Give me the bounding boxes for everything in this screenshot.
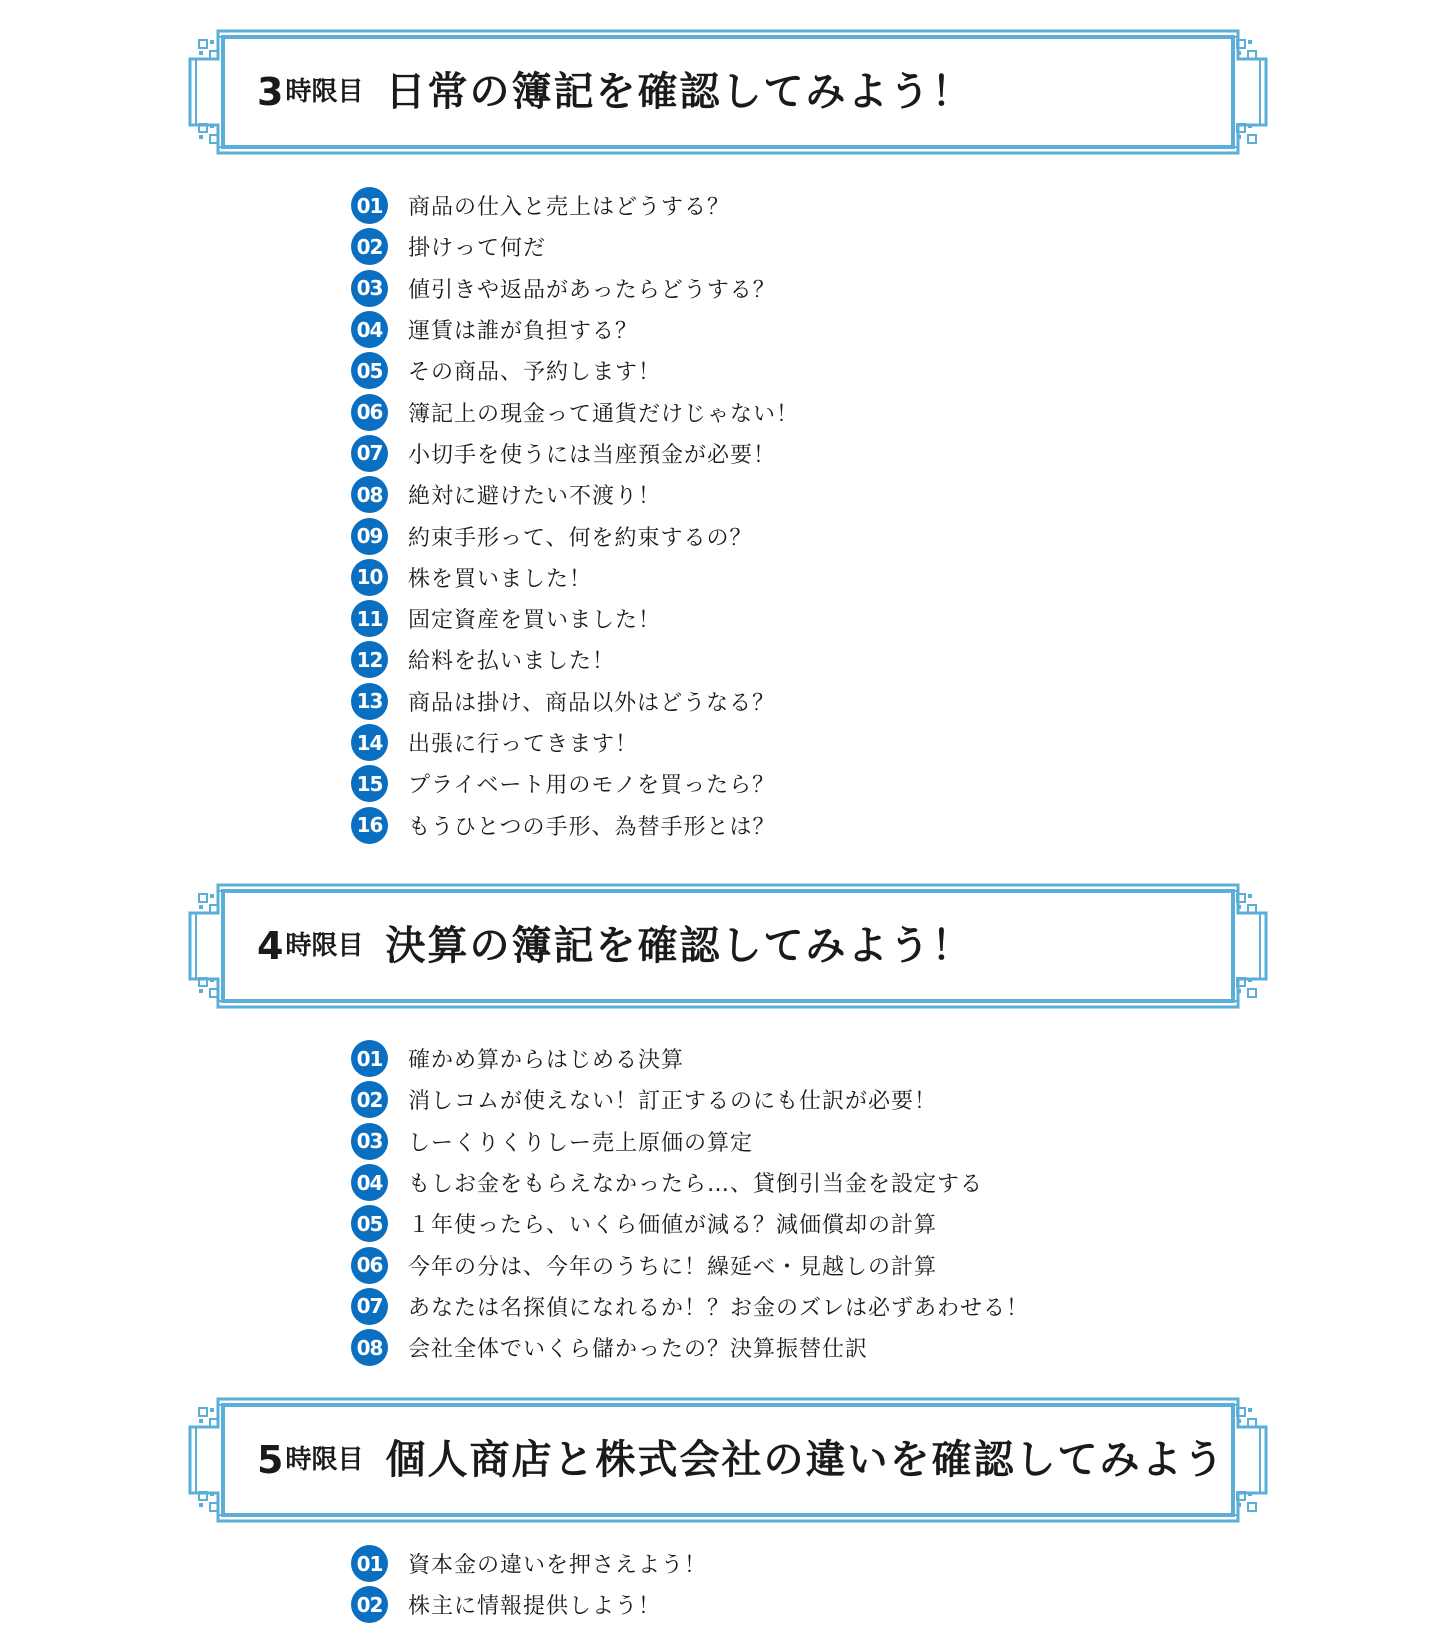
section-heading	[257, 1396, 1225, 1524]
lesson-list	[351, 185, 799, 846]
item-text: 約束手形って、何を約束するの？	[408, 525, 753, 551]
list-item	[351, 350, 799, 391]
list-item	[351, 1327, 1029, 1368]
number-badge: 01	[351, 187, 388, 224]
list-item	[351, 639, 799, 680]
item-text: 固定資産を買いました！	[408, 608, 662, 634]
corner-ornament	[1237, 989, 1241, 993]
number-badge: 03	[351, 1123, 388, 1160]
corner-ornament	[1248, 1503, 1256, 1511]
item-text: 運賃は誰が負担する？	[408, 319, 639, 345]
number-badge: 10	[351, 559, 388, 596]
corner-ornament	[1248, 989, 1256, 997]
corner-ornament	[199, 1503, 203, 1507]
section-banner	[187, 1396, 1269, 1524]
list-item	[351, 309, 799, 350]
list-item	[351, 1038, 1029, 1079]
list-item	[351, 185, 799, 226]
period-number: 5	[257, 1438, 284, 1482]
list-item	[351, 1244, 1029, 1285]
list-item	[351, 391, 799, 432]
list-item	[351, 1079, 1029, 1120]
item-text: しーくりくりしー売上原価の算定	[408, 1130, 754, 1156]
list-item	[351, 681, 799, 722]
number-badge: 14	[351, 724, 388, 761]
section-title: 日常の簿記を確認してみよう！	[385, 69, 974, 115]
corner-ornament	[199, 989, 203, 993]
section-heading	[257, 28, 973, 156]
list-item	[351, 1543, 707, 1584]
item-text: 会社全体でいくら儲かったの？決算振替仕訳	[408, 1337, 869, 1363]
section-banner	[187, 28, 1269, 156]
number-badge: 01	[351, 1545, 388, 1582]
corner-ornament	[1248, 135, 1256, 143]
number-badge: 05	[351, 1205, 388, 1242]
lesson-list	[351, 1543, 707, 1626]
number-badge: 08	[351, 476, 388, 513]
corner-ornament	[1248, 1492, 1252, 1496]
corner-ornament	[1237, 1419, 1241, 1423]
corner-ornament	[1248, 40, 1252, 44]
corner-ornament	[1237, 1503, 1241, 1507]
list-item	[351, 474, 799, 515]
item-text: 今年の分は、今年のうちに！繰延べ・見越しの計算	[408, 1254, 938, 1280]
corner-ornament	[199, 894, 207, 902]
corner-ornament	[1237, 135, 1241, 139]
number-badge: 12	[351, 641, 388, 678]
section-banner	[187, 882, 1269, 1010]
item-text: 簿記上の現金って通貨だけじゃない！	[408, 401, 800, 427]
corner-ornament	[199, 905, 203, 909]
period-label: 時限目	[285, 77, 364, 107]
list-item	[351, 515, 799, 556]
list-item	[351, 557, 799, 598]
section-heading	[257, 882, 973, 1010]
corner-ornament	[210, 40, 214, 44]
item-text: 確かめ算からはじめる決算	[408, 1048, 685, 1074]
list-item	[351, 1162, 1029, 1203]
item-text: プライベート用のモノを買ったら？	[408, 773, 776, 799]
number-badge: 06	[351, 394, 388, 431]
section-title: 個人商店と株式会社の違いを確認してみよう	[385, 1437, 1226, 1483]
corner-ornament	[1248, 124, 1252, 128]
number-badge: 01	[351, 1040, 388, 1077]
corner-ornament	[199, 135, 203, 139]
list-item	[351, 763, 799, 804]
number-badge: 03	[351, 270, 388, 307]
number-badge: 15	[351, 765, 388, 802]
number-badge: 08	[351, 1329, 388, 1366]
list-item	[351, 268, 799, 309]
list-item	[351, 804, 799, 845]
lesson-list	[351, 1038, 1029, 1368]
period-label: 時限目	[285, 931, 364, 961]
item-text: 絶対に避けたい不渡り！	[408, 484, 662, 510]
corner-ornament	[1248, 894, 1252, 898]
item-text: もしお金をもらえなかったら…、貸倒引当金を設定する	[408, 1172, 984, 1198]
list-item	[351, 598, 799, 639]
number-badge: 07	[351, 435, 388, 472]
number-badge: 16	[351, 807, 388, 844]
section-title: 決算の簿記を確認してみよう！	[385, 923, 974, 969]
corner-ornament	[1248, 978, 1252, 982]
item-text: 消しコムが使えない！訂正するのにも仕訳が必要！	[408, 1089, 938, 1115]
item-text: もうひとつの手形、為替手形とは？	[408, 814, 776, 840]
item-text: 給料を払いました！	[408, 649, 616, 675]
period-label: 時限目	[285, 1445, 364, 1475]
corner-ornament	[199, 51, 203, 55]
corner-ornament	[1237, 51, 1241, 55]
number-badge: 02	[351, 1586, 388, 1623]
corner-ornament	[210, 1492, 214, 1496]
item-text: 小切手を使うには当座預金が必要！	[408, 442, 777, 468]
item-text: あなたは名探偵になれるか！？お金のズレは必ずあわせる！	[408, 1295, 1030, 1321]
list-item	[351, 1121, 1029, 1162]
item-text: 値引きや返品があったらどうする？	[408, 277, 776, 303]
number-badge: 06	[351, 1247, 388, 1284]
item-text: 商品の仕入と売上はどうする？	[408, 195, 731, 221]
corner-ornament	[1237, 905, 1241, 909]
list-item	[351, 226, 799, 267]
corner-ornament	[199, 1408, 207, 1416]
corner-ornament	[199, 40, 207, 48]
number-badge: 05	[351, 352, 388, 389]
corner-ornament	[210, 124, 214, 128]
list-item	[351, 433, 799, 474]
number-badge: 04	[351, 1164, 388, 1201]
number-badge: 04	[351, 311, 388, 348]
number-badge: 02	[351, 228, 388, 265]
item-text: 掛けって何だ	[408, 236, 547, 262]
corner-ornament	[199, 1419, 203, 1423]
item-text: その商品、予約します！	[408, 360, 662, 386]
period-number: 3	[257, 70, 284, 114]
item-text: 株主に情報提供しよう！	[408, 1594, 662, 1620]
corner-ornament	[210, 894, 214, 898]
list-item	[351, 722, 799, 763]
item-text: 商品は掛け、商品以外はどうなる？	[408, 690, 776, 716]
number-badge: 07	[351, 1288, 388, 1325]
corner-ornament	[1248, 1408, 1252, 1412]
period-number: 4	[257, 924, 284, 968]
item-text: 出張に行ってきます！	[408, 732, 639, 757]
number-badge: 09	[351, 518, 388, 555]
number-badge: 11	[351, 600, 388, 637]
corner-ornament	[210, 1408, 214, 1412]
item-text: 資本金の違いを押さえよう！	[408, 1553, 708, 1579]
corner-ornament	[210, 978, 214, 982]
number-badge: 02	[351, 1081, 388, 1118]
number-badge: 13	[351, 683, 388, 720]
list-item	[351, 1203, 1029, 1244]
item-text: １年使ったら、いくら価値が減る？減価償却の計算	[408, 1213, 938, 1239]
list-item	[351, 1584, 707, 1625]
list-item	[351, 1286, 1029, 1327]
item-text: 株を買いました！	[408, 566, 593, 592]
